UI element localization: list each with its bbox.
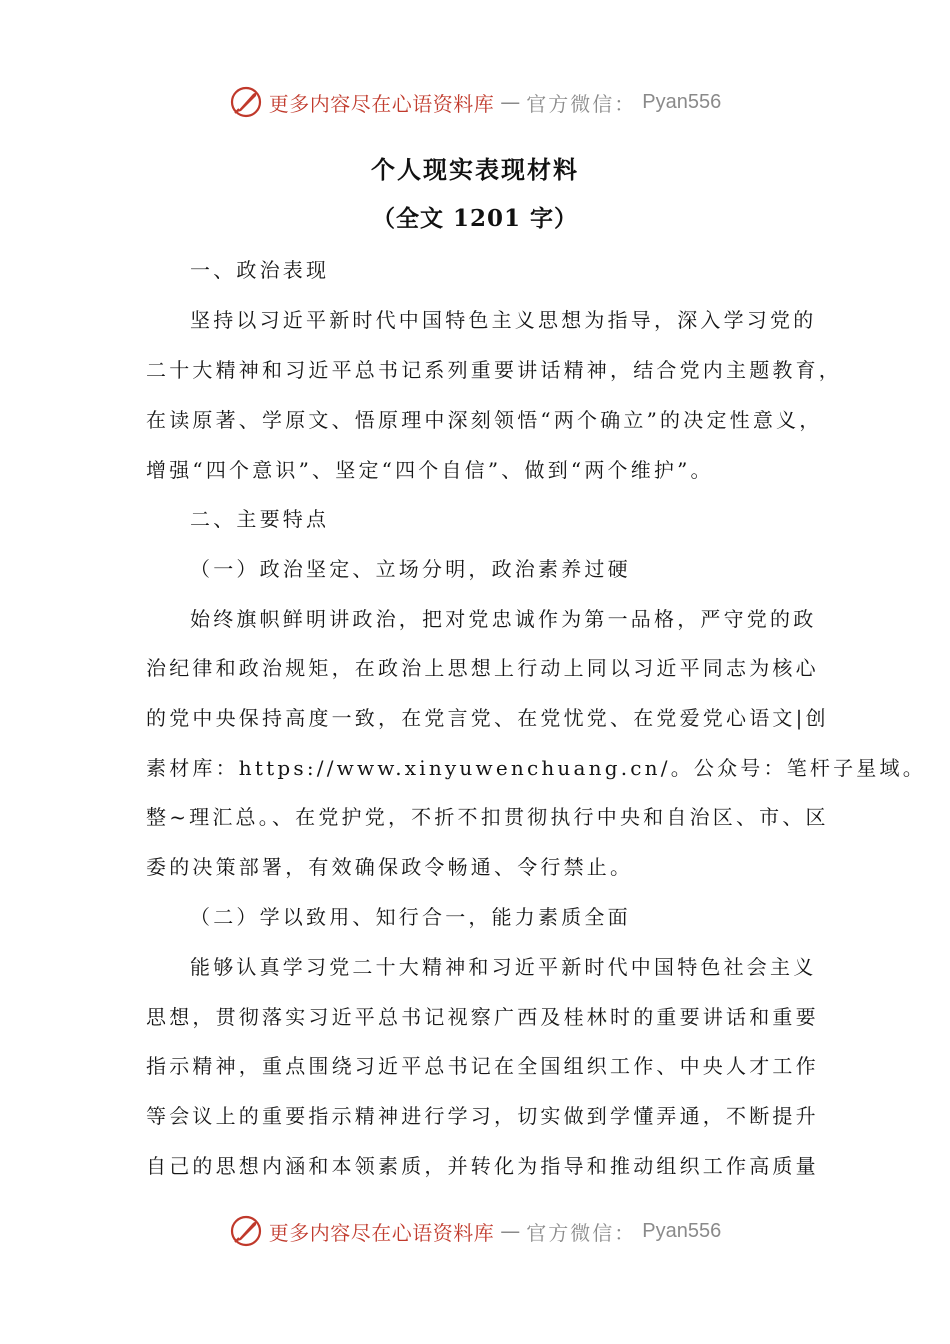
body-line: 的党中央保持高度一致，在党言党、在党忧党、在党爱党心语文|创 [146,706,829,730]
subsection-heading-2: （二）学以致用、知行合一，能力素质全面 [190,905,631,929]
body-line: 整~理汇总。、在党护党，不折不扣贯彻执行中央和自治区、市、区 [146,805,829,829]
banner-wechat-label: 官方微信： [526,1220,637,1245]
subsection-heading-1: （一）政治坚定、立场分明，政治素养过硬 [190,557,631,581]
body-line: 二十大精神和习近平总书记系列重要讲话精神，结合党内主题教育， [146,358,842,382]
footer-banner [0,1211,950,1251]
body-line: 始终旗帜鲜明讲政治，把对党忠诚作为第一品格，严守党的政 [190,607,817,631]
banner-wechat-id: Pyan556 [642,1219,722,1242]
banner-dash: — [500,1219,521,1243]
section-heading-1: 一、政治表现 [190,258,330,282]
header-banner [0,82,950,122]
body-line: 坚持以习近平新时代中国特色主义思想为指导，深入学习党的 [190,308,817,332]
banner-main-text: 更多内容尽在心语资料库 [268,1220,495,1245]
quill-logo-icon [229,1214,263,1248]
quill-logo-icon [229,85,263,119]
body-line: 等会议上的重要指示精神进行学习，切实做到学懂弄通，不断提升 [146,1104,819,1128]
body-line: 自己的思想内涵和本领素质，并转化为指导和推动组织工作高质量 [146,1154,819,1178]
banner-wechat-label: 官方微信： [526,91,637,116]
document-subtitle: （全文 1201 字） [371,205,579,232]
section-heading-2: 二、主要特点 [190,507,330,531]
banner-main-text: 更多内容尽在心语资料库 [268,91,495,116]
document-title: 个人现实表现材料 [371,155,579,184]
banner-wechat-id: Pyan556 [642,90,722,113]
banner-dash: — [500,90,521,114]
body-line: 在读原著、学原文、悟原理中深刻领悟“两个确立”的决定性意义， [146,408,823,432]
body-line: 思想，贯彻落实习近平总书记视察广西及桂林时的重要讲话和重要 [146,1005,819,1029]
body-line: 增强“四个意识”、坚定“四个自信”、做到“两个维护”。 [146,458,714,482]
body-line: 治纪律和政治规矩，在政治上思想上行动上同以习近平同志为核心 [146,656,819,680]
body-line: 委的决策部署，有效确保政令畅通、令行禁止。 [146,855,634,879]
body-line: 指示精神，重点围绕习近平总书记在全国组织工作、中央人才工作 [146,1054,819,1078]
body-line: 素材库：https://www.xinyuwenchuang.cn/。公众号：笔杆子星域。 [146,756,926,780]
body-line: 能够认真学习党二十大精神和习近平新时代中国特色社会主义 [190,955,817,979]
